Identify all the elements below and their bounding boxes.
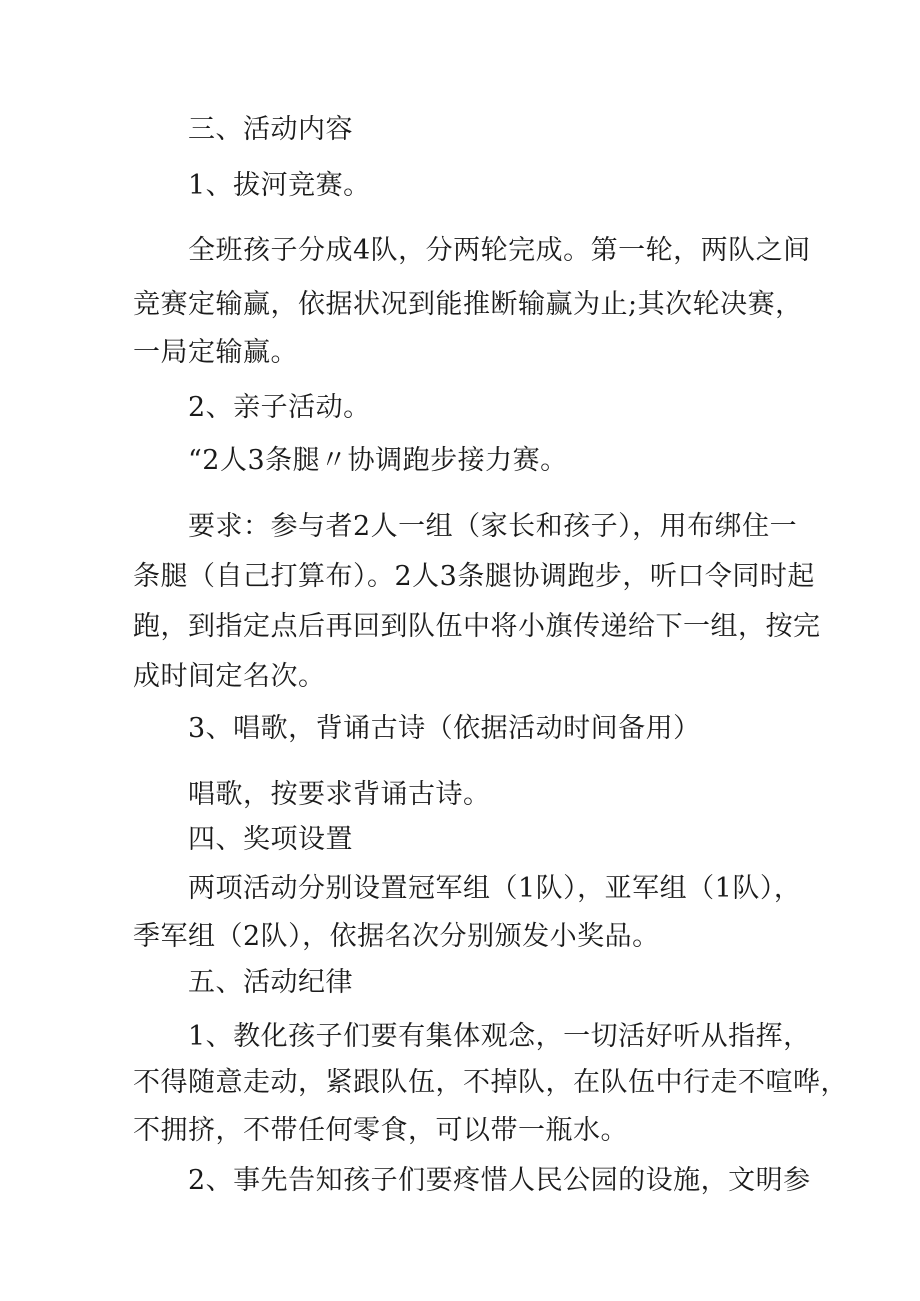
paragraph-line: 1、教化孩子们要有集体观念，一切活好听从指挥， bbox=[188, 1021, 811, 1052]
section-heading-awards: 四、奖项设置 bbox=[188, 824, 353, 855]
section-heading-discipline: 五、活动纪律 bbox=[188, 967, 353, 998]
paragraph-line: 两项活动分别设置冠军组（1队），亚军组（1队）， bbox=[188, 873, 802, 904]
item-heading-tug-of-war: 1、拔河竞赛。 bbox=[188, 170, 371, 201]
item-heading-singing: 3、唱歌，背诵古诗（依据活动时间备用） bbox=[188, 713, 701, 744]
paragraph-line: 要求：参与者2人一组（家长和孩子），用布绑住一 bbox=[188, 511, 798, 542]
paragraph-line: “2人3条腿〃协调跑步接力赛。 bbox=[188, 445, 568, 476]
paragraph-line: 全班孩子分成4队，分两轮完成。第一轮，两队之间 bbox=[188, 235, 811, 266]
item-heading-parent-child: 2、亲子活动。 bbox=[188, 392, 371, 423]
paragraph-line: 成时间定名次。 bbox=[133, 661, 326, 692]
paragraph-line: 2、事先告知孩子们要疼惜人民公园的设施，文明参 bbox=[188, 1165, 811, 1196]
section-heading-activity-content: 三、活动内容 bbox=[188, 114, 353, 145]
paragraph-line: 唱歌，按要求背诵古诗。 bbox=[188, 779, 491, 810]
paragraph-line: 不拥挤，不带任何零食，可以带一瓶水。 bbox=[133, 1115, 628, 1146]
paragraph-line: 季军组（2队），依据名次分别颁发小奖品。 bbox=[133, 921, 660, 952]
paragraph-line: 竞赛定输赢，依据状况到能推断输赢为止;其次轮决赛， bbox=[133, 289, 803, 320]
paragraph-line: 跑，到指定点后再回到队伍中将小旗传递给下一组，按完 bbox=[133, 611, 821, 642]
paragraph-line: 一局定输赢。 bbox=[133, 337, 298, 368]
paragraph-line: 条腿（自己打算布）。2人3条腿协调跑步，听口令同时起 bbox=[133, 561, 815, 592]
paragraph-line: 不得随意走动，紧跟队伍，不掉队，在队伍中行走不喧哗， bbox=[133, 1067, 848, 1098]
